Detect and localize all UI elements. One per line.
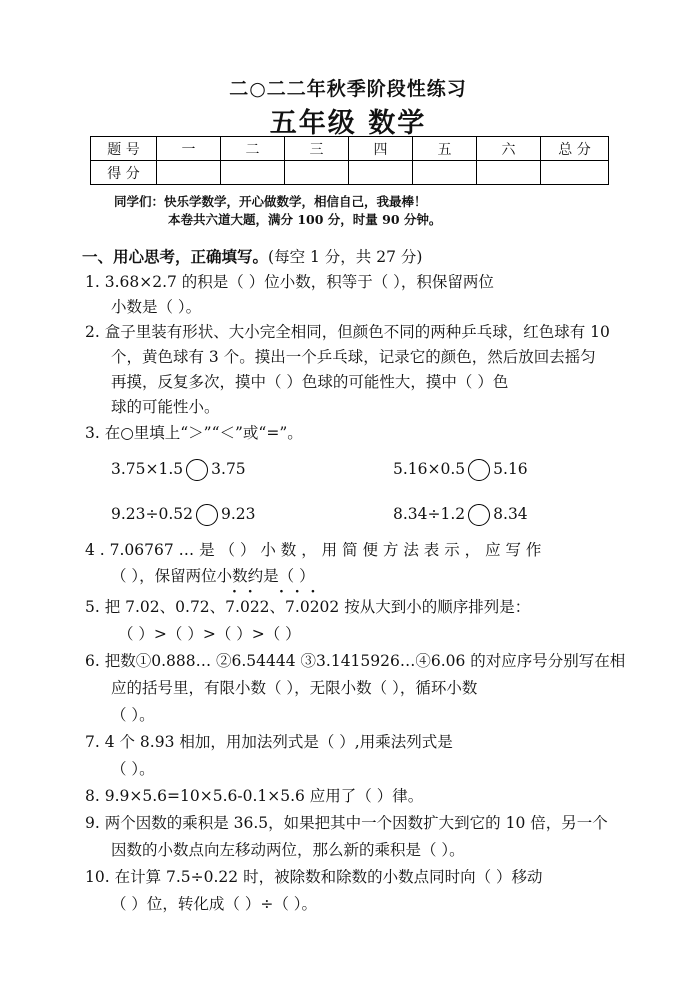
score-cell-5[interactable] — [413, 161, 477, 185]
question-5-line-1: 5. 把 7.02、0.72、7.022、7.0202 按从大到小的顺序排列是： — [85, 598, 531, 616]
compare-circle-3[interactable] — [196, 504, 218, 526]
exam-info-notice: 本卷共六道大题，满分 100 分，时量 90 分钟。 — [168, 212, 442, 227]
question-5-line-2: （ ）>（ ）>（ ）>（ ） — [118, 625, 301, 643]
question-9-line-2: 因数的小数点向左移动两位，那么新的乘积是（ ）。 — [111, 841, 465, 859]
question-2-line-4: 球的可能性小。 — [111, 398, 220, 416]
score-header-4: 四 — [349, 137, 413, 161]
question-10-line-1: 10. 在计算 7.5÷0.22 时，被除数和除数的小数点同时向（ ）移动 — [85, 868, 543, 886]
score-cell-total[interactable] — [541, 161, 609, 185]
question-1-line-1: 1. 3.68×2.7 的积是（ ）位小数，积等于（ ），积保留两位 — [85, 273, 494, 291]
compare-circle-1[interactable] — [186, 459, 208, 481]
score-header-label: 题 号 — [91, 137, 157, 161]
compare-4-left: 8.34÷1.2 — [393, 505, 466, 523]
question-6-line-3: （ ）。 — [111, 706, 155, 724]
score-table — [90, 136, 609, 185]
score-row-label: 得 分 — [91, 161, 157, 185]
question-2-line-2: 个，黄色球有 3 个。摸出一个乒乓球，记录它的颜色，然后放回去摇匀 — [111, 348, 596, 366]
score-cell-6[interactable] — [477, 161, 541, 185]
score-cell-1[interactable] — [157, 161, 221, 185]
compare-expression-4 — [393, 504, 528, 526]
recurring-dots-7022: · · — [232, 584, 256, 600]
question-2-line-1: 2. 盒子里装有形状、大小完全相同，但颜色不同的两种乒乓球，红色球有 10 — [85, 323, 610, 341]
score-header-3: 三 — [285, 137, 349, 161]
score-header-6: 六 — [477, 137, 541, 161]
score-header-1: 一 — [157, 137, 221, 161]
compare-circle-4[interactable] — [468, 504, 490, 526]
question-4-line-2: （ ），保留两位小数约是（ ） — [111, 567, 315, 585]
question-4-line-1: 4 . 7.06767 … 是 （ ） 小 数 ， 用 简 便 方 法 表 示 ， 应 写 作 — [85, 541, 542, 559]
exam-subtitle: 五年级 数学 — [269, 108, 427, 139]
compare-3-left: 9.23÷0.52 — [111, 505, 194, 523]
question-2-line-3: 再摸，反复多次，摸中（ ）色球的可能性大，摸中（ ）色 — [111, 373, 509, 391]
compare-4-right: 8.34 — [493, 505, 528, 523]
section1-heading: 一、用心思考，正确填写。 — [82, 247, 269, 266]
score-table-score-row — [91, 161, 609, 185]
question-9-line-1: 9. 两个因数的乘积是 36.5，如果把其中一个因数扩大到它的 10 倍，另一个 — [85, 814, 608, 832]
recurring-dots-70202: · · · — [279, 584, 319, 600]
compare-2-right: 5.16 — [493, 460, 528, 478]
section1-score-note: (每空 1 分，共 27 分) — [268, 248, 423, 266]
compare-expression-2 — [393, 459, 528, 481]
score-cell-2[interactable] — [221, 161, 285, 185]
question-6-line-1: 6. 把数①0.888… ②6.54444 ③3.1415926…④6.06 的对应序号分别写在相 — [85, 652, 626, 670]
score-header-2: 二 — [221, 137, 285, 161]
compare-2-left: 5.16×0.5 — [393, 460, 466, 478]
compare-1-left: 3.75×1.5 — [111, 460, 184, 478]
question-7-line-1: 7. 4 个 8.93 相加，用加法列式是（ ）,用乘法列式是 — [85, 733, 453, 751]
question-7-line-2: （ ）。 — [111, 760, 155, 778]
score-cell-3[interactable] — [285, 161, 349, 185]
section1-heading-line — [82, 249, 422, 266]
score-table-header-row — [91, 137, 609, 161]
compare-1-right: 3.75 — [211, 460, 246, 478]
compare-3-right: 9.23 — [221, 505, 256, 523]
compare-circle-2[interactable] — [468, 459, 490, 481]
question-8-line: 8. 9.9×5.6=10×5.6-0.1×5.6 应用了（ ）律。 — [85, 787, 424, 805]
score-header-5: 五 — [413, 137, 477, 161]
question-10-line-2: （ ）位，转化成（ ）÷（ ）。 — [111, 895, 318, 913]
exam-title: 二○二二年秋季阶段性练习 — [229, 78, 467, 100]
score-cell-4[interactable] — [349, 161, 413, 185]
encouragement-notice: 同学们：快乐学数学，开心做数学，相信自己，我最棒！ — [114, 194, 427, 209]
question-1-line-2: 小数是（ ）。 — [111, 298, 202, 316]
question-6-line-2: 应的括号里，有限小数（ ），无限小数（ ），循环小数 — [111, 679, 478, 697]
score-header-total: 总 分 — [541, 137, 609, 161]
compare-expression-3 — [111, 504, 256, 526]
compare-expression-1 — [111, 459, 246, 481]
question-3-line: 3. 在○里填上“＞”“＜”或“=”。 — [85, 424, 303, 442]
